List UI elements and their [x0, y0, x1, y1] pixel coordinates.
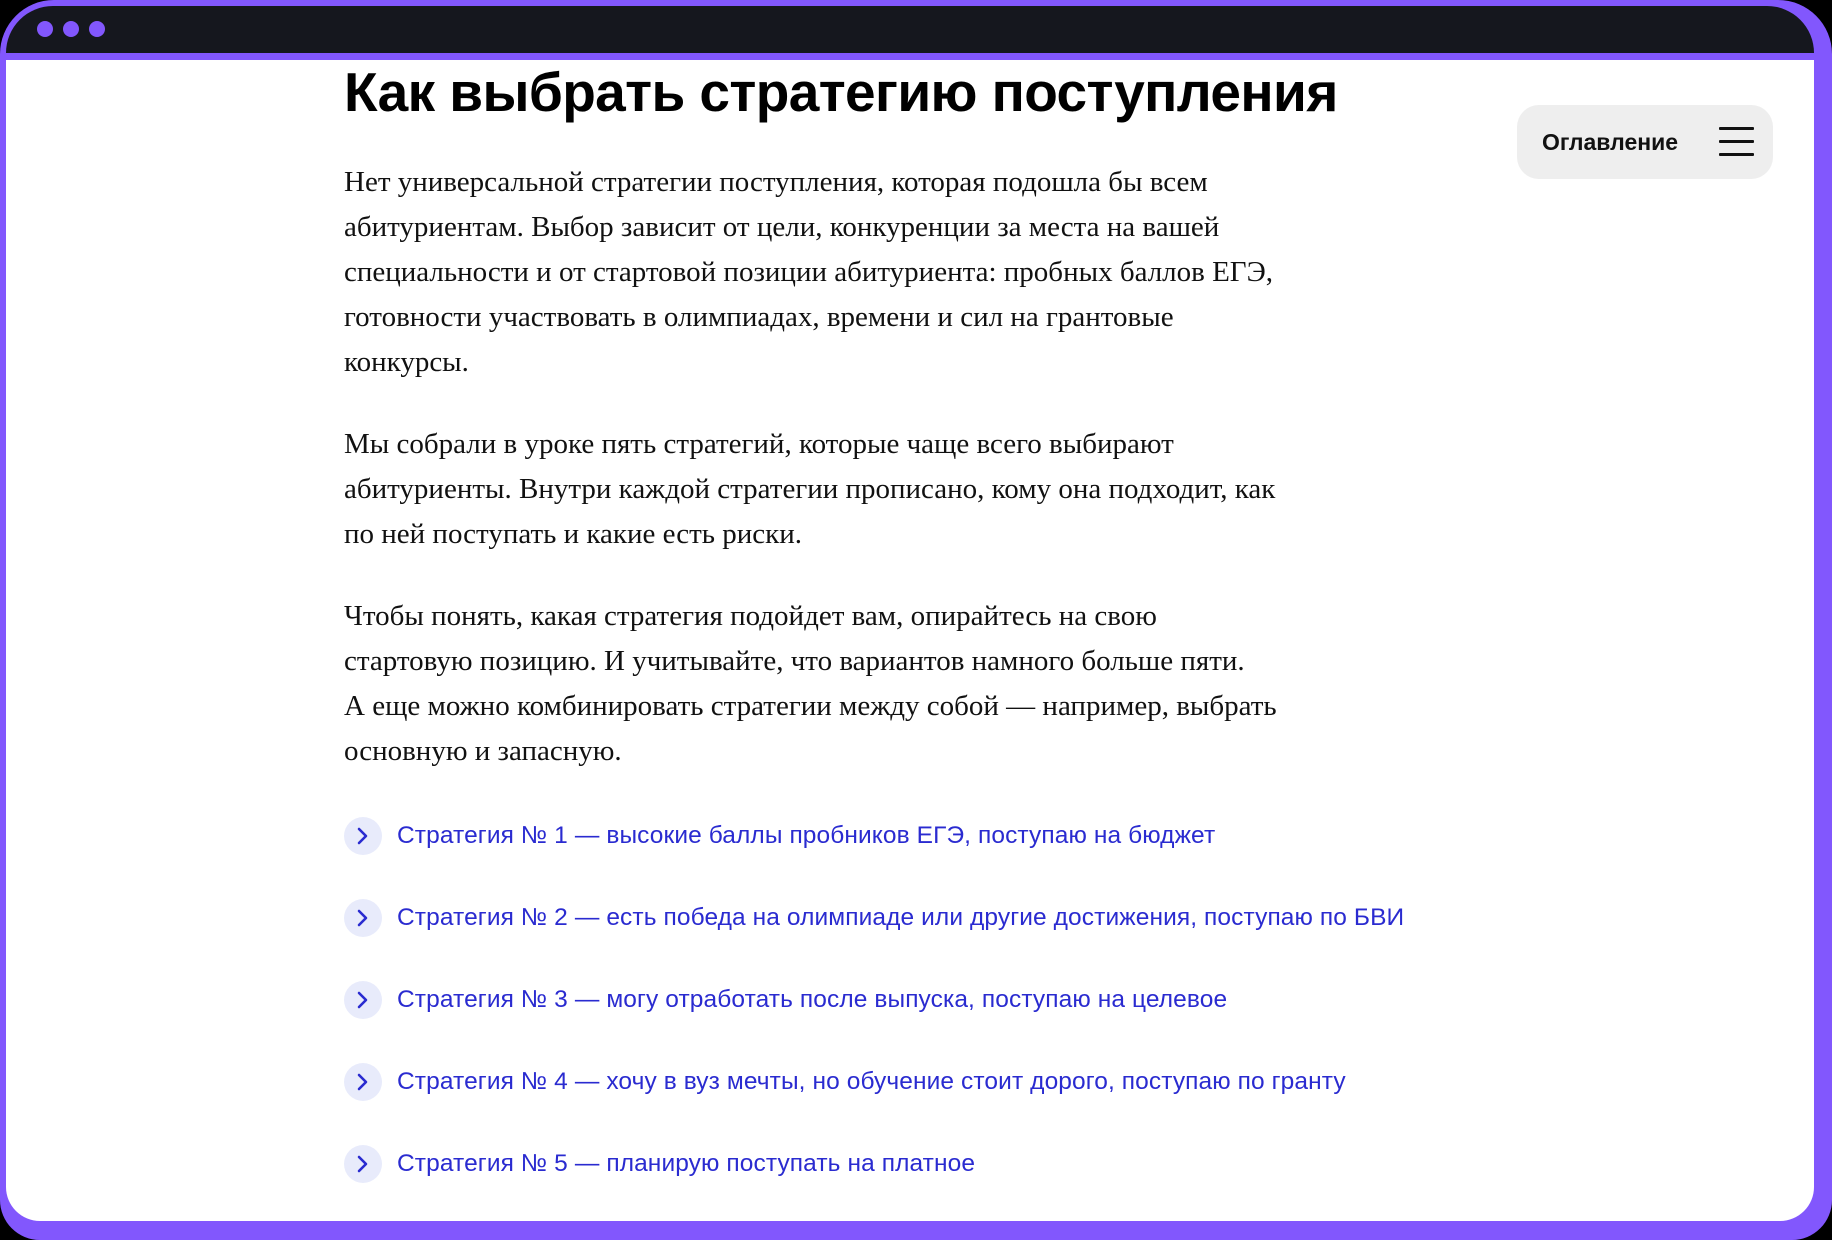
- paragraph-line: Чтобы понять, какая стратегия подойдет вам, опирайтесь на свою: [344, 600, 1157, 632]
- paragraph-line: Нет универсальной стратегии поступления, которая подошла бы всем: [344, 166, 1208, 198]
- strategy-link-2[interactable]: [344, 893, 1404, 943]
- paragraph-line: готовности участвовать в олимпиадах, времени и сил на грантовые: [344, 301, 1174, 333]
- window-control-dot-icon[interactable]: [63, 21, 79, 37]
- strategy-link-5[interactable]: [344, 1139, 1404, 1189]
- strategy-link-label[interactable]: Стратегия № 5 — планирую поступать на платное: [397, 1150, 976, 1177]
- strategies-overview-paragraph: [344, 422, 1454, 557]
- paragraph-line: А еще можно комбинировать стратегии между собой — например, выбрать: [344, 690, 1277, 722]
- paragraph-line: основную и запасную.: [344, 735, 622, 767]
- hamburger-menu-icon: [1719, 127, 1754, 157]
- strategy-link-3[interactable]: [344, 975, 1404, 1025]
- paragraph-line: абитуриенты. Внутри каждой стратегии прописано, кому она подходит, как: [344, 473, 1276, 505]
- strategy-link-1[interactable]: [344, 811, 1404, 861]
- page-viewport: [6, 60, 1814, 1221]
- strategy-link-label[interactable]: Стратегия № 2 — есть победа на олимпиаде или другие достижения, поступаю по БВИ: [397, 904, 1405, 931]
- chevron-right-icon: [344, 981, 382, 1019]
- strategy-link-label[interactable]: Стратегия № 1 — высокие баллы пробников ЕГЭ, поступаю на бюджет: [397, 822, 1216, 849]
- window-control-dot-icon[interactable]: [37, 21, 53, 37]
- advice-paragraph: [344, 594, 1454, 774]
- paragraph-line: Мы собрали в уроке пять стратегий, которые чаще всего выбирают: [344, 428, 1174, 460]
- paragraph-line: абитуриентам. Выбор зависит от цели, конкуренции за места на вашей: [344, 211, 1220, 243]
- strategy-links-list: [344, 811, 1404, 1221]
- chevron-right-icon: [344, 899, 382, 937]
- chevron-right-icon: [344, 817, 382, 855]
- table-of-contents-button[interactable]: [1517, 105, 1773, 179]
- intro-paragraph: [344, 160, 1454, 385]
- window-control-dot-icon[interactable]: [89, 21, 105, 37]
- chevron-right-icon: [344, 1063, 382, 1101]
- window-titlebar: [6, 6, 1814, 53]
- strategy-link-label[interactable]: Стратегия № 4 — хочу в вуз мечты, но обучение стоит дорого, поступаю по гранту: [397, 1068, 1346, 1095]
- paragraph-line: стартовую позицию. И учитывайте, что вариантов намного больше пяти.: [344, 645, 1245, 677]
- paragraph-line: по ней поступать и какие есть риски.: [344, 518, 803, 550]
- paragraph-line: специальности и от стартовой позиции абитуриента: пробных баллов ЕГЭ,: [344, 256, 1273, 288]
- window-controls: [37, 21, 105, 37]
- chevron-right-icon: [344, 1145, 382, 1183]
- strategy-link-4[interactable]: [344, 1057, 1404, 1107]
- strategy-link-label[interactable]: Стратегия № 3 — могу отработать после выпуска, поступаю на целевое: [397, 986, 1228, 1013]
- page-title: Как выбрать стратегию поступления: [344, 61, 1338, 123]
- paragraph-line: конкурсы.: [344, 346, 469, 378]
- toc-label: Оглавление: [1542, 128, 1679, 155]
